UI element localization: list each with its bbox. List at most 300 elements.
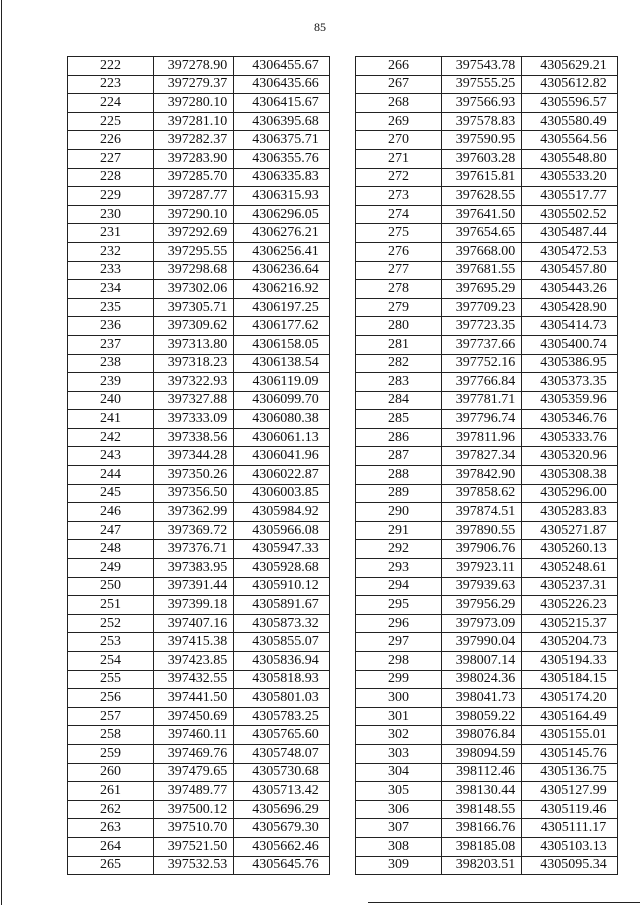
y-coordinate-cell: 4306296.05 <box>234 205 330 224</box>
point-number-cell: 293 <box>356 559 442 578</box>
x-coordinate-cell: 397532.53 <box>154 856 234 875</box>
table-row <box>68 559 330 578</box>
y-coordinate-cell: 4306158.05 <box>234 335 330 354</box>
y-coordinate-cell: 4305215.37 <box>522 614 618 633</box>
y-coordinate-cell: 4305359.96 <box>522 391 618 410</box>
table-row <box>356 559 618 578</box>
x-coordinate-cell: 397432.55 <box>154 670 234 689</box>
table-row <box>356 373 618 392</box>
point-number-cell: 249 <box>68 559 154 578</box>
point-number-cell: 240 <box>68 391 154 410</box>
point-number-cell: 235 <box>68 298 154 317</box>
point-number-cell: 283 <box>356 373 442 392</box>
x-coordinate-cell: 398112.46 <box>442 763 522 782</box>
point-number-cell: 273 <box>356 187 442 206</box>
y-coordinate-cell: 4305662.46 <box>234 837 330 856</box>
x-coordinate-cell: 397441.50 <box>154 689 234 708</box>
coordinates-table-left <box>67 56 330 875</box>
point-number-cell: 260 <box>68 763 154 782</box>
table-row <box>68 149 330 168</box>
point-number-cell: 279 <box>356 298 442 317</box>
x-coordinate-cell: 397350.26 <box>154 466 234 485</box>
table-row <box>356 763 618 782</box>
point-number-cell: 295 <box>356 596 442 615</box>
x-coordinate-cell: 397287.77 <box>154 187 234 206</box>
y-coordinate-cell: 4305533.20 <box>522 168 618 187</box>
point-number-cell: 253 <box>68 633 154 652</box>
x-coordinate-cell: 397723.35 <box>442 317 522 336</box>
x-coordinate-cell: 397281.10 <box>154 112 234 131</box>
table-row <box>68 503 330 522</box>
table-body-left <box>68 57 330 875</box>
table-row <box>68 447 330 466</box>
y-coordinate-cell: 4306216.92 <box>234 280 330 299</box>
point-number-cell: 287 <box>356 447 442 466</box>
point-number-cell: 305 <box>356 782 442 801</box>
point-number-cell: 231 <box>68 224 154 243</box>
table-row <box>356 484 618 503</box>
y-coordinate-cell: 4305487.44 <box>522 224 618 243</box>
x-coordinate-cell: 397615.81 <box>442 168 522 187</box>
x-coordinate-cell: 397469.76 <box>154 744 234 763</box>
x-coordinate-cell: 397858.62 <box>442 484 522 503</box>
x-coordinate-cell: 397578.83 <box>442 112 522 131</box>
x-coordinate-cell: 397521.50 <box>154 837 234 856</box>
y-coordinate-cell: 4305564.56 <box>522 131 618 150</box>
table-row <box>68 466 330 485</box>
y-coordinate-cell: 4305296.00 <box>522 484 618 503</box>
x-coordinate-cell: 397956.29 <box>442 596 522 615</box>
y-coordinate-cell: 4306395.68 <box>234 112 330 131</box>
point-number-cell: 236 <box>68 317 154 336</box>
table-row <box>356 837 618 856</box>
point-number-cell: 255 <box>68 670 154 689</box>
y-coordinate-cell: 4305713.42 <box>234 782 330 801</box>
point-number-cell: 243 <box>68 447 154 466</box>
y-coordinate-cell: 4306041.96 <box>234 447 330 466</box>
point-number-cell: 241 <box>68 410 154 429</box>
x-coordinate-cell: 397842.90 <box>442 466 522 485</box>
y-coordinate-cell: 4305428.90 <box>522 298 618 317</box>
table-row <box>356 131 618 150</box>
table-row <box>68 596 330 615</box>
point-number-cell: 308 <box>356 837 442 856</box>
x-coordinate-cell: 397399.18 <box>154 596 234 615</box>
y-coordinate-cell: 4305472.53 <box>522 242 618 261</box>
table-row <box>68 726 330 745</box>
x-coordinate-cell: 397313.80 <box>154 335 234 354</box>
table-row <box>356 354 618 373</box>
table-row <box>68 224 330 243</box>
x-coordinate-cell: 397479.65 <box>154 763 234 782</box>
point-number-cell: 257 <box>68 707 154 726</box>
table-row <box>356 856 618 875</box>
y-coordinate-cell: 4305836.94 <box>234 652 330 671</box>
point-number-cell: 250 <box>68 577 154 596</box>
x-coordinate-cell: 397781.71 <box>442 391 522 410</box>
x-coordinate-cell: 397641.50 <box>442 205 522 224</box>
x-coordinate-cell: 397283.90 <box>154 149 234 168</box>
y-coordinate-cell: 4305801.03 <box>234 689 330 708</box>
point-number-cell: 292 <box>356 540 442 559</box>
coordinates-table-right <box>355 56 618 875</box>
y-coordinate-cell: 4305696.29 <box>234 800 330 819</box>
point-number-cell: 246 <box>68 503 154 522</box>
point-number-cell: 280 <box>356 317 442 336</box>
table-row <box>356 187 618 206</box>
point-number-cell: 281 <box>356 335 442 354</box>
y-coordinate-cell: 4305596.57 <box>522 94 618 113</box>
x-coordinate-cell: 397973.09 <box>442 614 522 633</box>
table-row <box>356 317 618 336</box>
y-coordinate-cell: 4305346.76 <box>522 410 618 429</box>
y-coordinate-cell: 4305271.87 <box>522 521 618 540</box>
table-row <box>68 354 330 373</box>
table-row <box>356 57 618 76</box>
table-row <box>68 484 330 503</box>
y-coordinate-cell: 4306355.76 <box>234 149 330 168</box>
y-coordinate-cell: 4305248.61 <box>522 559 618 578</box>
point-number-cell: 254 <box>68 652 154 671</box>
y-coordinate-cell: 4305386.95 <box>522 354 618 373</box>
x-coordinate-cell: 397695.29 <box>442 280 522 299</box>
x-coordinate-cell: 397338.56 <box>154 428 234 447</box>
point-number-cell: 259 <box>68 744 154 763</box>
table-row <box>68 187 330 206</box>
point-number-cell: 244 <box>68 466 154 485</box>
x-coordinate-cell: 397566.93 <box>442 94 522 113</box>
table-row <box>68 800 330 819</box>
table-row <box>68 763 330 782</box>
table-row <box>68 689 330 708</box>
y-coordinate-cell: 4306099.70 <box>234 391 330 410</box>
table-row <box>68 373 330 392</box>
point-number-cell: 227 <box>68 149 154 168</box>
point-number-cell: 268 <box>356 94 442 113</box>
y-coordinate-cell: 4305645.76 <box>234 856 330 875</box>
y-coordinate-cell: 4305457.80 <box>522 261 618 280</box>
x-coordinate-cell: 398094.59 <box>442 744 522 763</box>
point-number-cell: 248 <box>68 540 154 559</box>
x-coordinate-cell: 398076.84 <box>442 726 522 745</box>
x-coordinate-cell: 397450.69 <box>154 707 234 726</box>
x-coordinate-cell: 397811.96 <box>442 428 522 447</box>
point-number-cell: 247 <box>68 521 154 540</box>
table-row <box>68 261 330 280</box>
y-coordinate-cell: 4305226.23 <box>522 596 618 615</box>
x-coordinate-cell: 397391.44 <box>154 577 234 596</box>
point-number-cell: 271 <box>356 149 442 168</box>
y-coordinate-cell: 4306119.09 <box>234 373 330 392</box>
x-coordinate-cell: 397543.78 <box>442 57 522 76</box>
x-coordinate-cell: 397415.38 <box>154 633 234 652</box>
y-coordinate-cell: 4306435.66 <box>234 75 330 94</box>
x-coordinate-cell: 397590.95 <box>442 131 522 150</box>
x-coordinate-cell: 397285.70 <box>154 168 234 187</box>
y-coordinate-cell: 4305443.26 <box>522 280 618 299</box>
point-number-cell: 277 <box>356 261 442 280</box>
x-coordinate-cell: 397990.04 <box>442 633 522 652</box>
y-coordinate-cell: 4305373.35 <box>522 373 618 392</box>
point-number-cell: 264 <box>68 837 154 856</box>
table-row <box>68 428 330 447</box>
y-coordinate-cell: 4306197.25 <box>234 298 330 317</box>
x-coordinate-cell: 397376.71 <box>154 540 234 559</box>
y-coordinate-cell: 4305111.17 <box>522 819 618 838</box>
point-number-cell: 245 <box>68 484 154 503</box>
table-row <box>356 428 618 447</box>
table-row <box>68 57 330 76</box>
point-number-cell: 284 <box>356 391 442 410</box>
point-number-cell: 278 <box>356 280 442 299</box>
table-row <box>356 744 618 763</box>
y-coordinate-cell: 4305184.15 <box>522 670 618 689</box>
x-coordinate-cell: 397302.06 <box>154 280 234 299</box>
point-number-cell: 272 <box>356 168 442 187</box>
y-coordinate-cell: 4305855.07 <box>234 633 330 652</box>
y-coordinate-cell: 4305984.92 <box>234 503 330 522</box>
x-coordinate-cell: 397344.28 <box>154 447 234 466</box>
table-row <box>356 726 618 745</box>
x-coordinate-cell: 397906.76 <box>442 540 522 559</box>
y-coordinate-cell: 4306455.67 <box>234 57 330 76</box>
table-row <box>68 744 330 763</box>
table-row <box>356 503 618 522</box>
x-coordinate-cell: 398059.22 <box>442 707 522 726</box>
x-coordinate-cell: 397309.62 <box>154 317 234 336</box>
table-row <box>356 205 618 224</box>
y-coordinate-cell: 4306335.83 <box>234 168 330 187</box>
x-coordinate-cell: 397305.71 <box>154 298 234 317</box>
page-number: 85 <box>314 20 326 34</box>
x-coordinate-cell: 398007.14 <box>442 652 522 671</box>
y-coordinate-cell: 4305679.30 <box>234 819 330 838</box>
y-coordinate-cell: 4305783.25 <box>234 707 330 726</box>
table-row <box>68 633 330 652</box>
point-number-cell: 262 <box>68 800 154 819</box>
table-row <box>68 837 330 856</box>
table-row <box>356 614 618 633</box>
y-coordinate-cell: 4305095.34 <box>522 856 618 875</box>
y-coordinate-cell: 4305127.99 <box>522 782 618 801</box>
point-number-cell: 304 <box>356 763 442 782</box>
x-coordinate-cell: 397282.37 <box>154 131 234 150</box>
point-number-cell: 306 <box>356 800 442 819</box>
table-row <box>356 410 618 429</box>
x-coordinate-cell: 397628.55 <box>442 187 522 206</box>
x-coordinate-cell: 397890.55 <box>442 521 522 540</box>
point-number-cell: 242 <box>68 428 154 447</box>
y-coordinate-cell: 4306138.54 <box>234 354 330 373</box>
y-coordinate-cell: 4305765.60 <box>234 726 330 745</box>
point-number-cell: 223 <box>68 75 154 94</box>
x-coordinate-cell: 397356.50 <box>154 484 234 503</box>
point-number-cell: 230 <box>68 205 154 224</box>
x-coordinate-cell: 398130.44 <box>442 782 522 801</box>
x-coordinate-cell: 398024.36 <box>442 670 522 689</box>
point-number-cell: 232 <box>68 242 154 261</box>
y-coordinate-cell: 4306256.41 <box>234 242 330 261</box>
table-row <box>356 633 618 652</box>
y-coordinate-cell: 4305260.13 <box>522 540 618 559</box>
table-row <box>356 521 618 540</box>
point-number-cell: 303 <box>356 744 442 763</box>
point-number-cell: 222 <box>68 57 154 76</box>
point-number-cell: 225 <box>68 112 154 131</box>
y-coordinate-cell: 4306276.21 <box>234 224 330 243</box>
point-number-cell: 309 <box>356 856 442 875</box>
x-coordinate-cell: 397709.23 <box>442 298 522 317</box>
y-coordinate-cell: 4305145.76 <box>522 744 618 763</box>
table-row <box>356 242 618 261</box>
table-row <box>68 75 330 94</box>
y-coordinate-cell: 4305164.49 <box>522 707 618 726</box>
point-number-cell: 252 <box>68 614 154 633</box>
table-row <box>356 112 618 131</box>
table-row <box>356 707 618 726</box>
point-number-cell: 297 <box>356 633 442 652</box>
table-row <box>68 112 330 131</box>
table-row <box>356 149 618 168</box>
table-row <box>356 75 618 94</box>
y-coordinate-cell: 4305891.67 <box>234 596 330 615</box>
table-row <box>68 242 330 261</box>
point-number-cell: 224 <box>68 94 154 113</box>
x-coordinate-cell: 397555.25 <box>442 75 522 94</box>
x-coordinate-cell: 397292.69 <box>154 224 234 243</box>
table-row <box>68 652 330 671</box>
table-row <box>68 614 330 633</box>
y-coordinate-cell: 4305818.93 <box>234 670 330 689</box>
point-number-cell: 239 <box>68 373 154 392</box>
y-coordinate-cell: 4305947.33 <box>234 540 330 559</box>
y-coordinate-cell: 4306236.64 <box>234 261 330 280</box>
y-coordinate-cell: 4306375.71 <box>234 131 330 150</box>
x-coordinate-cell: 397510.70 <box>154 819 234 838</box>
point-number-cell: 269 <box>356 112 442 131</box>
x-coordinate-cell: 397322.93 <box>154 373 234 392</box>
table-row <box>356 335 618 354</box>
table-row <box>356 224 618 243</box>
table-row <box>356 94 618 113</box>
table-row <box>356 540 618 559</box>
page-bottom-edge-line <box>368 902 640 903</box>
x-coordinate-cell: 397298.68 <box>154 261 234 280</box>
point-number-cell: 291 <box>356 521 442 540</box>
table-row <box>68 335 330 354</box>
y-coordinate-cell: 4305414.73 <box>522 317 618 336</box>
y-coordinate-cell: 4305502.52 <box>522 205 618 224</box>
point-number-cell: 270 <box>356 131 442 150</box>
x-coordinate-cell: 397489.77 <box>154 782 234 801</box>
y-coordinate-cell: 4305103.13 <box>522 837 618 856</box>
point-number-cell: 263 <box>68 819 154 838</box>
point-number-cell: 238 <box>68 354 154 373</box>
x-coordinate-cell: 397318.23 <box>154 354 234 373</box>
x-coordinate-cell: 398185.08 <box>442 837 522 856</box>
y-coordinate-cell: 4306022.87 <box>234 466 330 485</box>
point-number-cell: 226 <box>68 131 154 150</box>
table-row <box>68 391 330 410</box>
y-coordinate-cell: 4305748.07 <box>234 744 330 763</box>
x-coordinate-cell: 397460.11 <box>154 726 234 745</box>
point-number-cell: 302 <box>356 726 442 745</box>
x-coordinate-cell: 398166.76 <box>442 819 522 838</box>
point-number-cell: 296 <box>356 614 442 633</box>
point-number-cell: 290 <box>356 503 442 522</box>
point-number-cell: 265 <box>68 856 154 875</box>
point-number-cell: 261 <box>68 782 154 801</box>
y-coordinate-cell: 4305910.12 <box>234 577 330 596</box>
table-row <box>68 298 330 317</box>
table-row <box>356 652 618 671</box>
x-coordinate-cell: 397827.34 <box>442 447 522 466</box>
y-coordinate-cell: 4305629.21 <box>522 57 618 76</box>
point-number-cell: 300 <box>356 689 442 708</box>
x-coordinate-cell: 397295.55 <box>154 242 234 261</box>
table-row <box>356 689 618 708</box>
y-coordinate-cell: 4305155.01 <box>522 726 618 745</box>
table-row <box>68 94 330 113</box>
x-coordinate-cell: 398203.51 <box>442 856 522 875</box>
table-row <box>68 707 330 726</box>
table-row <box>68 521 330 540</box>
x-coordinate-cell: 397668.00 <box>442 242 522 261</box>
table-row <box>356 577 618 596</box>
table-row <box>356 391 618 410</box>
y-coordinate-cell: 4306177.62 <box>234 317 330 336</box>
table-row <box>68 819 330 838</box>
y-coordinate-cell: 4305308.38 <box>522 466 618 485</box>
table-row <box>68 856 330 875</box>
x-coordinate-cell: 397500.12 <box>154 800 234 819</box>
x-coordinate-cell: 397407.16 <box>154 614 234 633</box>
point-number-cell: 229 <box>68 187 154 206</box>
y-coordinate-cell: 4305548.80 <box>522 149 618 168</box>
table-row <box>356 447 618 466</box>
point-number-cell: 228 <box>68 168 154 187</box>
y-coordinate-cell: 4306315.93 <box>234 187 330 206</box>
x-coordinate-cell: 397939.63 <box>442 577 522 596</box>
point-number-cell: 282 <box>356 354 442 373</box>
table-row <box>68 317 330 336</box>
page-left-edge-line <box>1 0 2 905</box>
x-coordinate-cell: 397290.10 <box>154 205 234 224</box>
point-number-cell: 289 <box>356 484 442 503</box>
x-coordinate-cell: 397280.10 <box>154 94 234 113</box>
x-coordinate-cell: 397766.84 <box>442 373 522 392</box>
table-row <box>356 168 618 187</box>
y-coordinate-cell: 4305333.76 <box>522 428 618 447</box>
table-row <box>356 819 618 838</box>
y-coordinate-cell: 4305580.49 <box>522 112 618 131</box>
y-coordinate-cell: 4306415.67 <box>234 94 330 113</box>
point-number-cell: 274 <box>356 205 442 224</box>
x-coordinate-cell: 397333.09 <box>154 410 234 429</box>
y-coordinate-cell: 4305136.75 <box>522 763 618 782</box>
table-body-right <box>356 57 618 875</box>
point-number-cell: 294 <box>356 577 442 596</box>
table-row <box>68 168 330 187</box>
y-coordinate-cell: 4305873.32 <box>234 614 330 633</box>
y-coordinate-cell: 4305119.46 <box>522 800 618 819</box>
x-coordinate-cell: 397796.74 <box>442 410 522 429</box>
x-coordinate-cell: 397923.11 <box>442 559 522 578</box>
point-number-cell: 298 <box>356 652 442 671</box>
y-coordinate-cell: 4306080.38 <box>234 410 330 429</box>
point-number-cell: 288 <box>356 466 442 485</box>
x-coordinate-cell: 397362.99 <box>154 503 234 522</box>
